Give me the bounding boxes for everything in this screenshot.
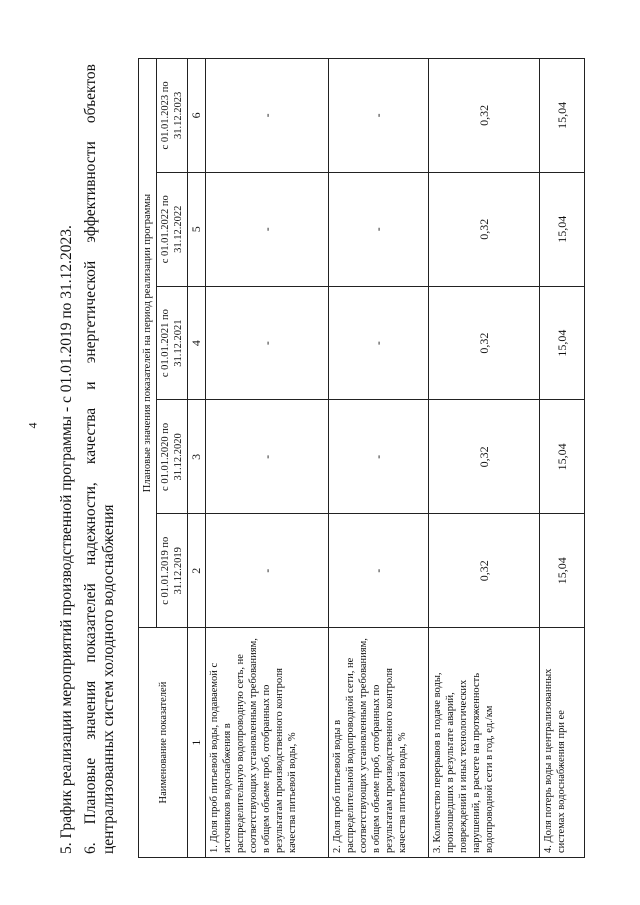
indicators-table (138, 58, 585, 858)
table-row (329, 59, 429, 858)
page-number: 4 (25, 422, 40, 429)
value-cell: 15,04 (540, 400, 585, 514)
index-cell: 2 (188, 514, 206, 628)
index-cell: 6 (188, 59, 206, 173)
value-cell: 0,32 (429, 514, 540, 628)
value-cell: 0,32 (429, 400, 540, 514)
value-cell: - (206, 514, 329, 628)
period-header: с 01.01.2019 по 31.12.2019 (157, 514, 188, 628)
value-cell: - (206, 172, 329, 286)
value-cell: 0,32 (429, 59, 540, 173)
indicator-name: 4. Доля потерь воды в централизованных системах водоснабжения при ее (540, 628, 585, 858)
section-6-heading (82, 64, 118, 854)
value-cell: 0,32 (429, 172, 540, 286)
indicator-name: 2. Доля проб питьевой воды в распределительной водопроводной сети, не соответствующих установленным требованиям, в общем объеме проб, отобранных по результатам производственного контроля качества питьевой воды, % (329, 628, 429, 858)
section-5-heading: 5. График реализации мероприятий производственной программы - с 01.01.2019 по 31.12.2023. (58, 225, 75, 854)
index-cell: 5 (188, 172, 206, 286)
value-cell: - (329, 514, 429, 628)
value-cell: 15,04 (540, 514, 585, 628)
indicator-name: 3. Количество перерывов в подаче воды, произошедших в результате аварий, повреждений и иных технологических нарушений, в расчете на протяженность водопроводной сети в год, ед./км (429, 628, 540, 858)
table-row (540, 59, 585, 858)
value-cell: - (206, 59, 329, 173)
index-cell: 3 (188, 400, 206, 514)
section-6-number: 6. (82, 842, 99, 854)
period-header: с 01.01.2020 по 31.12.2020 (157, 400, 188, 514)
value-cell: 0,32 (429, 286, 540, 400)
rotated-page-content (48, 20, 628, 880)
period-header: с 01.01.2022 по 31.12.2022 (157, 172, 188, 286)
value-cell: - (329, 286, 429, 400)
index-cell: 4 (188, 286, 206, 400)
value-cell: - (329, 59, 429, 173)
section-6-text: Плановые значения показателей надежности, качества и энергетической эффективности объектов централизованных систем холодного водоснабжения (82, 64, 117, 854)
value-cell: - (206, 286, 329, 400)
value-cell: - (206, 400, 329, 514)
value-cell: 15,04 (540, 172, 585, 286)
table-row (206, 59, 329, 858)
value-cell: 15,04 (540, 286, 585, 400)
period-header: с 01.01.2021 по 31.12.2021 (157, 286, 188, 400)
index-cell: 1 (188, 628, 206, 858)
value-cell: - (329, 400, 429, 514)
value-cell: - (329, 172, 429, 286)
group-header: Плановые значения показателей на период реализации программы (139, 59, 157, 628)
value-cell: 15,04 (540, 59, 585, 173)
col-name-header: Наименование показателей (139, 628, 188, 858)
period-header: с 01.01.2023 по 31.12.2023 (157, 59, 188, 173)
indicator-name: 1. Доля проб питьевой воды, подаваемой с источников водоснабжения в распределительную водопроводную сеть, не соответствующих установленным требованиям, в общем объеме проб, отобранных по результатам производственного контроля качества питьевой воды, % (206, 628, 329, 858)
table-row (429, 59, 540, 858)
